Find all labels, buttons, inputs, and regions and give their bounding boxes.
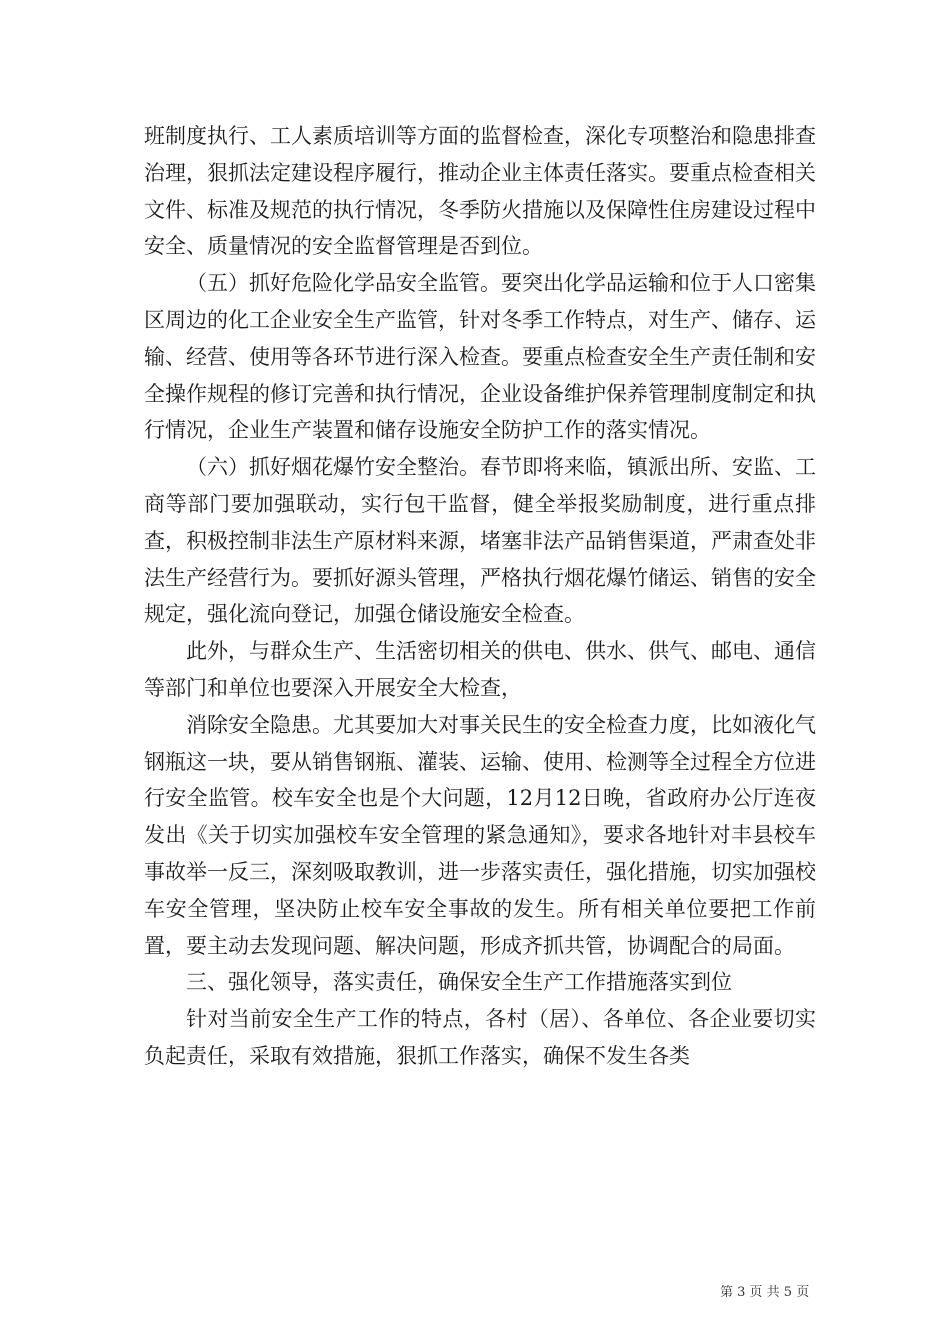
paragraph-continued: 班制度执行、工人素质培训等方面的监督检查，深化专项整治和隐患排查治理，狠抓法定建设程序履行，推动企业主体责任落实。要重点检查相关文件、标准及规范的执行情况，冬季防火措施以及保障性住房建设过程中安全、质量情况的安全监督管理是否到位。 (144, 124, 816, 259)
section-heading-three: 三、强化领导，落实责任，确保安全生产工作措施落实到位 (186, 970, 732, 995)
paragraph-hidden-dangers: 消除安全隐患。尤其要加大对事关民生的安全检查力度，比如液化气钢瓶这一块，要从销售钢瓶、灌装、运输、使用、检测等全过程全方位进行安全监管。校车安全也是个大问题，12月12日晚，省政府办公厅连夜发出《关于切实加强校车安全管理的紧急通知》，要求各地针对丰县校车事故举一反三，深刻吸取教训，进一步落实责任，强化措施，切实加强校车安全管理，坚决防止校车安全事故的发生。所有相关单位要把工作前置，要主动去发现问题、解决问题，形成齐抓共管，协调配合的局面。 (144, 712, 816, 958)
paragraph-responsibility: 针对当前安全生产工作的特点，各村（居）、各单位、各企业要切实负起责任，采取有效措施，狠抓工作落实，确保不发生各类 (144, 1007, 816, 1068)
page-number: 第 3 页 共 5 页 (720, 1285, 810, 1300)
paragraph-utilities: 此外，与群众生产、生活密切相关的供电、供水、供气、邮电、通信等部门和单位也要深入开展安全大检查， (144, 639, 816, 700)
document-body (144, 118, 816, 1075)
paragraph-fireworks: （六）抓好烟花爆竹安全整治。春节即将来临，镇派出所、安监、工商等部门要加强联动，实行包干监督，健全举报奖励制度，进行重点排查，积极控制非法生产原材料来源，堵塞非法产品销售渠道，严肃查处非法生产经营行为。要抓好源头管理，严格执行烟花爆竹储运、销售的安全规定，强化流向登记，加强仓储设施安全检查。 (144, 455, 816, 627)
paragraph-hazardous-chemicals: （五）抓好危险化学品安全监管。要突出化学品运输和位于人口密集区周边的化工企业安全生产监管，针对冬季工作特点，对生产、储存、运输、经营、使用等各环节进行深入检查。要重点检查安全生产责任制和安全操作规程的修订完善和执行情况，企业设备维护保养管理制度制定和执行情况，企业生产装置和储存设施安全防护工作的落实情况。 (144, 271, 816, 443)
